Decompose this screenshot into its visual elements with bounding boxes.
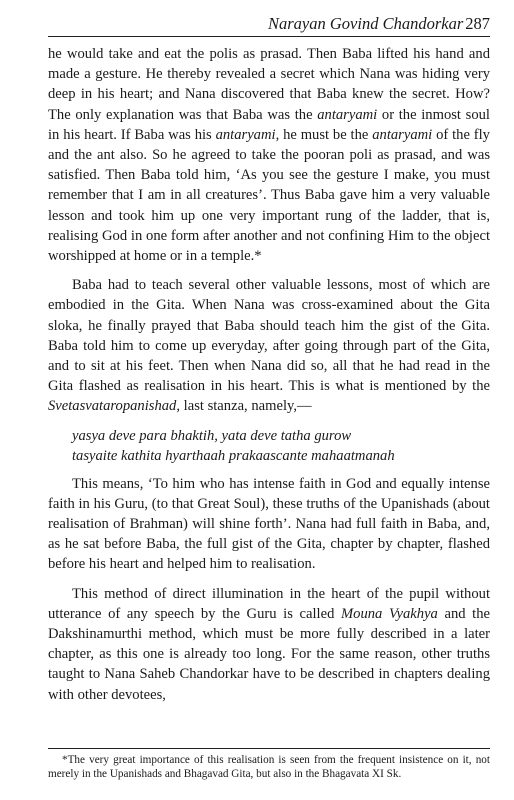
sanskrit-verse <box>72 426 490 466</box>
footnote-divider <box>48 748 490 749</box>
page-number: 287 <box>465 14 490 33</box>
paragraph-2: Baba had to teach several other valuable lessons, most of which are embodied in the Gita. When Nana was cross-examined about the Gita sloka, he finally prayed that Baba should teach him the gist of the Gita. Baba told him to come up everyday, after going through part of the Gita, and to sit at his feet. Then when Nana did so, all that he had read in the Gita flashed as realisation in his heart. This is what is mentioned by the Svetasvataropanishad, last stanza, namely,— <box>48 277 490 415</box>
verse-line: yasya deve para bhaktih, yata deve tatha gurow <box>72 427 352 444</box>
paragraph-3: This means, ‘To him who has intense faith in God and equally intense faith in his Guru, (to that Great Soul), these truths of the Upanishads (about realisation of Brahman) will shine forth’. Nana had full faith in Baba, and, as he sat before Baba, the full gist of the Gita, chapter by chapter, flashed before his heart and helped him to realisation. <box>48 475 490 573</box>
footnote: *The very great importance of this realisation is seen from the frequent insistence on it, not merely in the Upanishads and Bhagavad Gita, but also in the Bhagavata XI Sk. <box>48 754 490 780</box>
verse-line: tasyaite kathita hyarthaah prakaascante mahaatmanah <box>72 447 395 464</box>
paragraph-4: This method of direct illumination in the heart of the pupil without utterance of any speech by the Guru is called Mouna Vyakhya and the Dakshinamurthi method, which must be more fully described in a later chapter, as this one is already too long. For the same reason, other truths taught to Nana Saheb Chandorkar have to be described in chapters dealing with other devotees, <box>48 585 491 703</box>
paragraph-1: he would take and eat the polis as prasad. Then Baba lifted his hand and made a gesture. He thereby revealed a secret which Nana was hiding very deep in his heart; and Nana discovered that Baba knew the secret. How? The only explanation was that Baba was the antaryami or the inmost soul in his heart. If Baba was his antaryami, he must be the antaryami of the fly and the ant also. So he agreed to take the pooran poli as prasad, and was satisfied. Then Baba told him, ‘As you see the gesture I make, you must remember that I am in all creatures’. Thus Baba gave him a very valuable lesson and took him up one very important rung of the ladder, that is, realising God in one form after another and not confining Him to the object worshipped at home or in a temple.* <box>48 46 490 265</box>
body-text <box>48 44 490 714</box>
running-header <box>48 14 490 37</box>
header-title: Narayan Govind Chandorkar <box>268 14 464 33</box>
